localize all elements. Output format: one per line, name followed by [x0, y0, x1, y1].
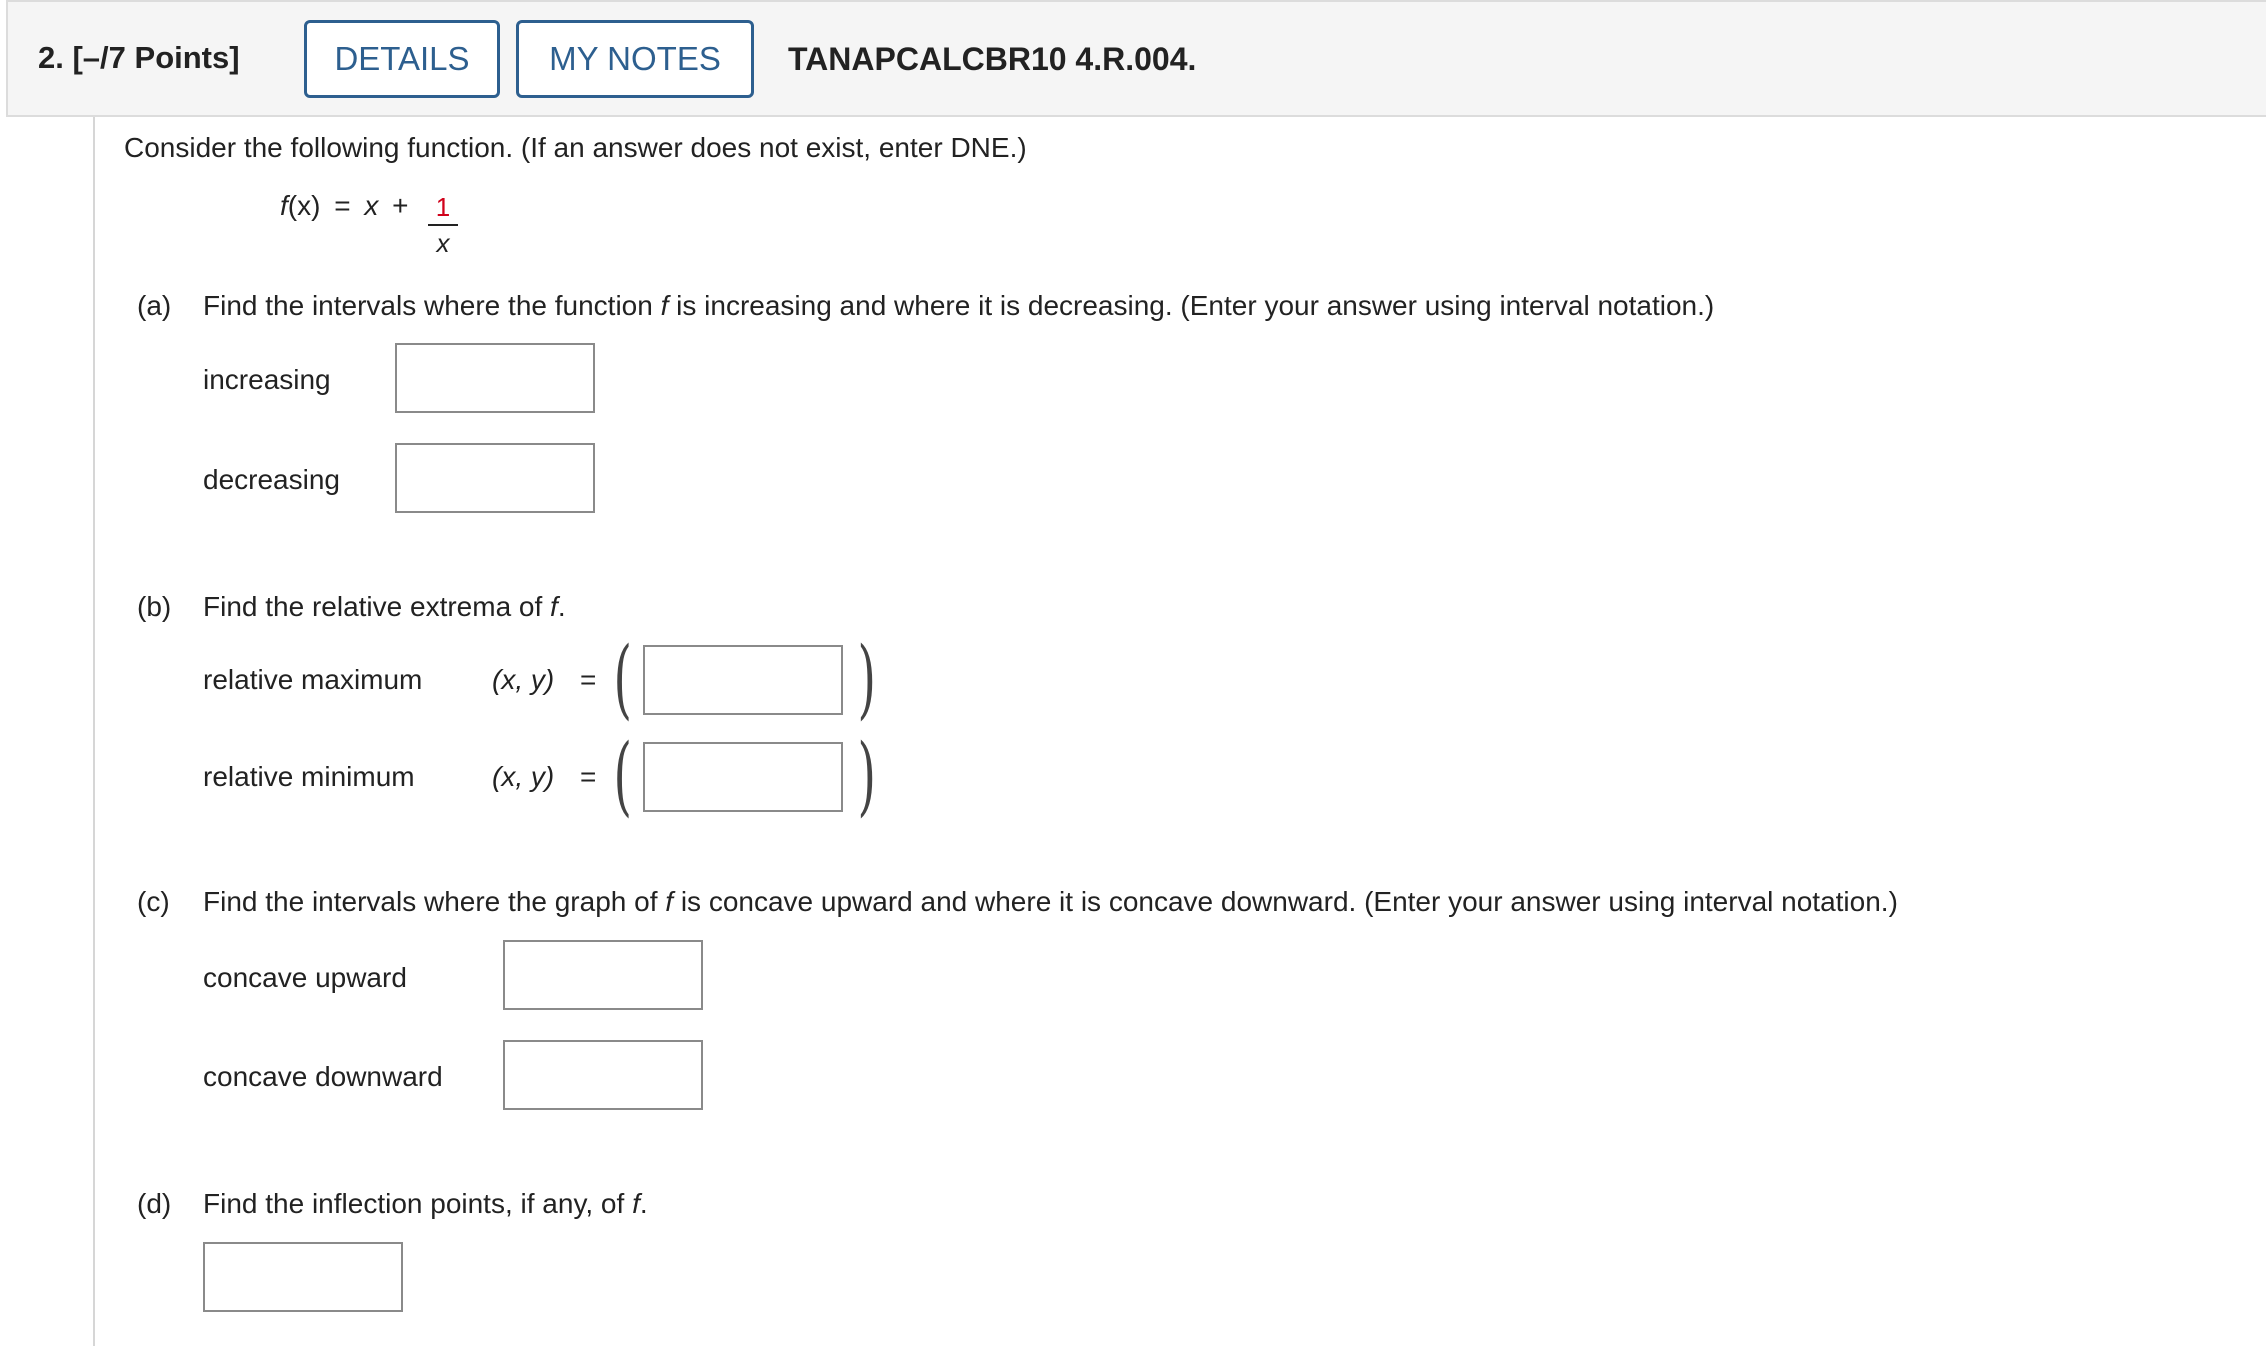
question-number [38, 40, 240, 76]
question-header [6, 0, 2266, 117]
part-c-prompt-after: is concave upward and where it is concave downward. (Enter your answer using interval notation.) [673, 886, 1898, 917]
part-b-prompt-before: Find the relative extrema of [203, 591, 551, 622]
relative-maximum-input[interactable] [643, 645, 843, 715]
concave-downward-label: concave downward [203, 1061, 443, 1092]
function-name: f [280, 190, 288, 221]
function-equals: = [334, 190, 351, 221]
part-a-prompt-after: is increasing and where it is decreasing. (Enter your answer using interval notation.) [668, 290, 1715, 321]
part-a-prompt-var: f [660, 290, 669, 321]
part-c-label: (c) [137, 886, 170, 917]
intro-text: Consider the following function. (If an answer does not exist, enter DNE.) [124, 132, 1027, 163]
part-b-prompt-after: . [557, 591, 566, 622]
function-fraction [428, 192, 458, 258]
part-c-prompt-before: Find the intervals where the graph of [203, 886, 666, 917]
increasing-label: increasing [203, 364, 331, 395]
part-d-prompt-var: f [632, 1188, 640, 1219]
relative-maximum-close-paren: ) [857, 629, 877, 729]
points-value: [–/7 Points] [72, 40, 240, 75]
part-b-prompt [203, 593, 566, 621]
fraction-denominator: x [436, 228, 450, 258]
relative-maximum-label: relative maximum [203, 664, 423, 695]
part-c-prompt-var: f [665, 886, 674, 917]
part-d-label: (d) [137, 1188, 172, 1219]
concave-downward-input[interactable] [503, 1040, 703, 1110]
my-notes-button[interactable]: MY NOTES [516, 20, 754, 98]
increasing-input[interactable] [395, 343, 595, 413]
relative-minimum-input[interactable] [643, 742, 843, 812]
concave-upward-input[interactable] [503, 940, 703, 1010]
left-divider [93, 117, 95, 1346]
part-a-label: (a) [137, 290, 172, 321]
decreasing-input[interactable] [395, 443, 595, 513]
relative-minimum-open-paren: ( [613, 726, 633, 826]
function-plus: + [392, 190, 409, 221]
fraction-bar [428, 224, 458, 226]
part-d-prompt [203, 1190, 648, 1218]
relative-maximum-equals: = [580, 664, 597, 695]
inflection-points-input[interactable] [203, 1242, 403, 1312]
details-button[interactable]: DETAILS [304, 20, 500, 98]
relative-maximum-open-paren: ( [613, 629, 633, 729]
relative-minimum-label: relative minimum [203, 761, 415, 792]
part-d-prompt-after: . [639, 1188, 648, 1219]
relative-minimum-xy: (x, y) [492, 761, 555, 792]
concave-upward-label: concave upward [203, 962, 407, 993]
part-c-prompt [203, 888, 1898, 916]
relative-maximum-xy: (x, y) [492, 664, 555, 695]
question-number-value: 2. [38, 40, 64, 75]
problem-id: TANAPCALCBR10 4.R.004. [788, 41, 1197, 77]
fraction-numerator: 1 [435, 192, 451, 222]
part-b-label: (b) [137, 591, 172, 622]
decreasing-label: decreasing [203, 464, 340, 495]
part-a-prompt [203, 292, 1714, 320]
part-b-prompt-var: f [550, 591, 558, 622]
part-d-prompt-before: Find the inflection points, if any, of [203, 1188, 633, 1219]
relative-minimum-close-paren: ) [857, 726, 877, 826]
function-term: x [364, 190, 379, 221]
part-a-prompt-before: Find the intervals where the function [203, 290, 661, 321]
relative-minimum-equals: = [580, 761, 597, 792]
function-arg: (x) [287, 190, 321, 221]
function-expression [280, 190, 415, 222]
